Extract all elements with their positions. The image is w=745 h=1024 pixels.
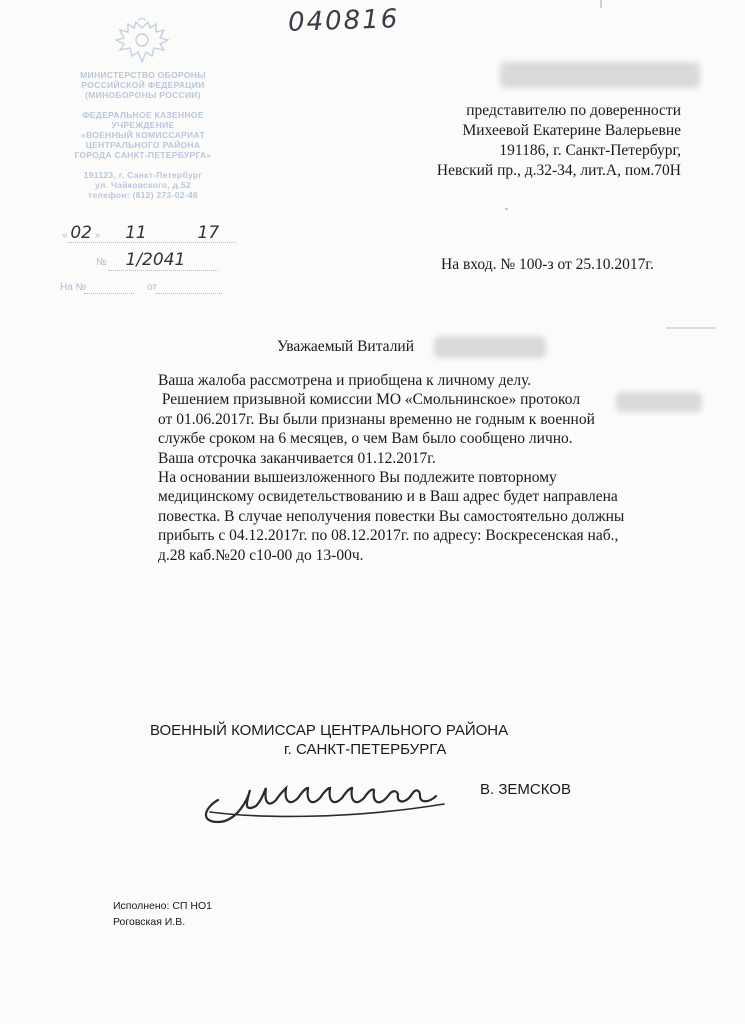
stamp-line: ГОРОДА САНКТ-ПЕТЕРБУРГА» [74,150,212,160]
stamp-text [48,70,238,200]
stamp-line: 191123, г. Санкт-Петербург [83,170,203,180]
incoming-reference: На вход. № 100-з от 25.10.2017г. [441,256,654,273]
body-line: Ваша жалоба рассмотрена и приобщена к личному делу. [158,372,532,389]
double-headed-eagle-icon [110,18,174,70]
stamp-line: телефон: (812) 273-02-46 [88,190,198,200]
stamp-line: «ВОЕННЫЙ КОМИССАРИАТ [81,130,205,140]
recipient-line: Невский пр., д.32-34, лит.А, пом.70Н [436,162,681,179]
body-line: Решением призывной комиссии МО «Смольнинское» протокол [158,391,581,409]
body-line: медицинскому освидетельствованию и в Ваш адрес будет направлена [158,488,618,506]
scan-speck [505,208,508,210]
redacted-protocol-number [616,392,702,412]
stamp-line: УЧРЕЖДЕНИЕ [111,120,175,130]
greeting: Уважаемый Виталий [277,338,415,355]
stamp-date-month: 11 [125,223,147,243]
ministry-stamp [48,18,238,298]
stamp-outgoing-number: 1/2041 [125,250,186,270]
signatory-name: В. ЗЕМСКОВ [480,781,571,798]
body-line: от 01.06.2017г. Вы были признаны временно не годным к военной [158,410,595,428]
stamp-date-year: 17 [197,223,220,243]
stamp-line: МИНИСТЕРСТВО ОБОРОНЫ [80,70,206,80]
stamp-date-day: 02 [70,223,92,243]
recipient-line: Михеевой Екатерине Валерьевне [462,122,681,139]
signatory-city: г. САНКТ-ПЕТЕРБУРГА [284,741,447,758]
body-line: д.28 каб.№20 с10-00 до 13-00ч. [158,546,364,564]
stamp-from-label: от [147,282,157,293]
body-line: На основании вышеизложенного Вы подлежите повторному [158,469,557,487]
handwritten-number: 040816 [287,4,400,38]
executor-line: Исполнено: СП НО1 [113,900,212,912]
stamp-line: ул. Чайковского, д.52 [95,180,191,190]
redacted-surname [434,336,546,358]
body-line: службе сроком на 6 месяцев, о чем Вам было сообщено лично. [158,430,573,448]
stamp-line: ЦЕНТРАЛЬНОГО РАЙОНА [85,140,201,150]
executor-line: Роговская И.В. [113,916,186,928]
stamp-line: ФЕДЕРАЛЬНОЕ КАЗЕННОЕ [82,110,204,120]
executor-block [113,898,212,930]
recipient-line: 191186, г. Санкт-Петербург, [499,142,681,159]
stamp-number-label: № [96,257,107,268]
body-line: Ваша отсрочка заканчивается 01.12.2017г. [158,449,436,467]
stamp-incoming-label: На № [60,282,87,293]
signatory-title: ВОЕННЫЙ КОМИССАР ЦЕНТРАЛЬНОГО РАЙОНА [150,722,509,739]
body-line: прибыть с 04.12.2017г. по 08.12.2017г. по адресу: Воскресенская наб., [158,527,619,545]
handwritten-signature [196,760,456,840]
recipient-line: представителю по доверенности [466,102,681,119]
body-line: повестка. В случае неполучения повестки Вы самостоятельно должны [158,507,625,525]
scan-speck [600,0,602,8]
recipient-block [437,101,681,181]
stamp-outgoing [96,250,271,270]
stamp-line: РОССИЙСКОЙ ФЕДЕРАЦИИ [81,80,205,90]
scan-speck [666,327,716,329]
stamp-date: « 02 » 11 17 [62,223,220,243]
stamp-incoming [60,282,235,293]
redacted-recipient-name [500,62,700,88]
stamp-line: (МИНОБОРОНЫ РОССИИ) [85,90,201,100]
